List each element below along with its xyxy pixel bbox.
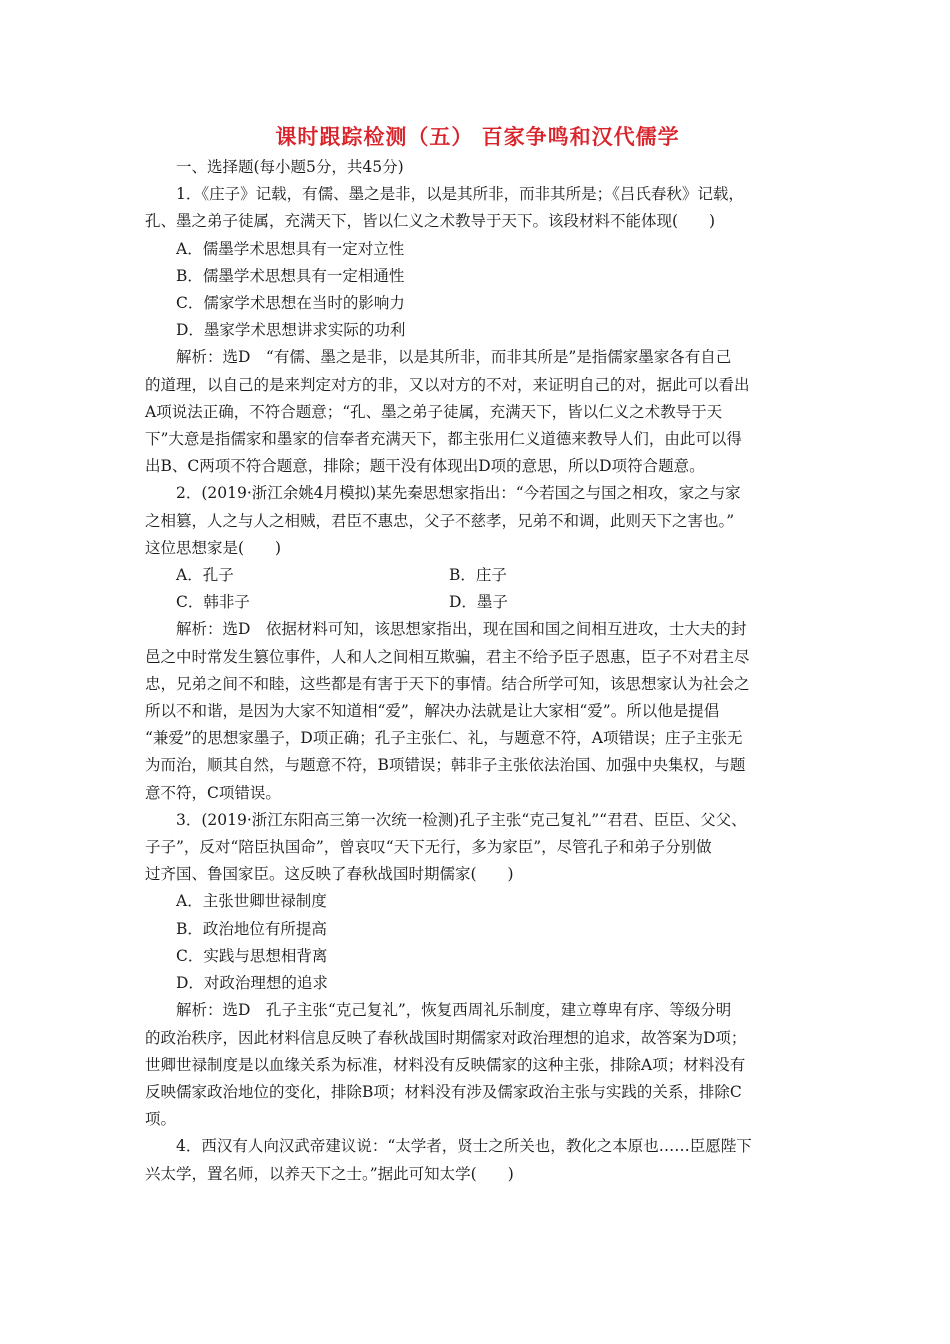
- question-stem-line: 之相篡，人之与人之相贼，君臣不惠忠，父子不慈孝，兄弟不和调，此则天下之害也。”: [145, 511, 735, 530]
- question-stem-line: 1．《庄子》记载，有儒、墨之是非，以是其所非，而非其所是；《吕氏春秋》记载，: [176, 185, 744, 204]
- option-b: B．政治地位有所提高: [176, 919, 327, 938]
- analysis-line: 邑之中时常发生篡位事件，人和人之间相互欺骗，君主不给予臣子恩惠，臣子不对君主尽: [145, 647, 750, 666]
- question-stem-line: 子子”，反对“陪臣执国命”，曾哀叹“天下无行，多为家臣”，尽管孔子和弟子分别做: [145, 838, 712, 857]
- question-4: [145, 1133, 810, 1187]
- question-stem-line: 过齐国、鲁国家臣。这反映了春秋战国时期儒家( ): [145, 865, 514, 884]
- option-c: C．儒家学术思想在当时的影响力: [176, 294, 405, 313]
- question-stem-line: 2．(2019·浙江余姚4月模拟)某先秦思想家指出：“今若国之与国之相攻，家之与家: [176, 484, 741, 503]
- question-stem-line: 3．(2019·浙江东阳高三第一次统一检测)孔子主张“克己复礼”“君君、臣臣、父父、: [176, 810, 747, 829]
- analysis-line: 的政治秩序，因此材料信息反映了春秋战国时期儒家对政治理想的追求，故答案为D项；: [145, 1028, 747, 1047]
- analysis-line: 项。: [145, 1110, 177, 1129]
- analysis-line: “兼爱”的思想家墨子，D项正确；孔子主张仁、礼，与题意不符，A项错误；庄子主张无: [145, 729, 743, 748]
- option-c: C．实践与思想相背离: [176, 946, 328, 965]
- analysis-line: 为而治，顺其自然，与题意不符，B项错误；韩非子主张依法治国、加强中央集权，与题: [145, 756, 746, 775]
- document-page: [145, 122, 810, 1188]
- option-c: C．韩非子: [176, 593, 250, 612]
- analysis-line: 反映儒家政治地位的变化，排除B项；材料没有涉及儒家政治主张与实践的关系，排除C: [145, 1082, 742, 1101]
- option-row: [145, 589, 810, 616]
- question-stem-line: 这位思想家是( ): [145, 538, 282, 557]
- question-3: [145, 807, 810, 1133]
- analysis-line: 出B、C两项不符合题意，排除；题干没有体现出D项的意思，所以D项符合题意。: [145, 457, 705, 476]
- section-heading: 一、选择题(每小题5分，共45分): [176, 158, 404, 176]
- question-stem-line: 兴太学，置名师，以养天下之士。”据此可知太学( ): [145, 1164, 514, 1183]
- option-a: A．孔子: [176, 566, 234, 585]
- option-a: A．主张世卿世禄制度: [176, 892, 327, 911]
- analysis-line: 世卿世禄制度是以血缘关系为标准，材料没有反映儒家的这种主张，排除A项；材料没有: [145, 1055, 746, 1074]
- analysis-line: 解析：选D 孔子主张“克己复礼”，恢复西周礼乐制度，建立尊卑有序、等级分明: [176, 1001, 732, 1020]
- analysis-line: 的道理，以自己的是来判定对方的非，又以对方的不对，来证明自己的对，据此可以看出: [145, 375, 750, 394]
- analysis-line: 忠，兄弟之间不和睦，这些都是有害于天下的事情。结合所学可知，该思想家认为社会之: [145, 674, 750, 693]
- page-title: 课时跟踪检测（五） 百家争鸣和汉代儒学: [275, 124, 680, 149]
- option-d: D．墨子: [449, 593, 508, 612]
- option-b: B．庄子: [449, 566, 507, 585]
- option-b: B．儒墨学术思想具有一定相通性: [176, 266, 405, 285]
- analysis-line: 解析：选D “有儒、墨之是非，以是其所非，而非其所是”是指儒家墨家各有自己: [176, 348, 732, 367]
- question-stem-line: 4．西汉有人向汉武帝建议说：“太学者，贤士之所关也，教化之本原也……臣愿陛下: [176, 1137, 752, 1156]
- option-d: D．对政治理想的追求: [176, 974, 328, 993]
- analysis-line: 解析：选D 依据材料可知，该思想家指出，现在国和国之间相互进攻，士大夫的封: [176, 620, 747, 639]
- option-a: A．儒墨学术思想具有一定对立性: [176, 239, 405, 258]
- analysis-line: 意不符，C项错误。: [145, 783, 281, 802]
- analysis-line: 下”大意是指儒家和墨家的信奉者充满天下，都主张用仁义道德来教导人们，由此可以得: [145, 430, 742, 449]
- question-1: [145, 181, 810, 480]
- question-stem-line: 孔、墨之弟子徒属，充满天下，皆以仁义之术教导于天下。该段材料不能体现( ): [145, 212, 716, 231]
- question-2: [145, 480, 810, 806]
- option-row: [145, 562, 810, 589]
- analysis-line: 所以不和谐，是因为大家不知道相“爱”，解决办法就是让大家相“爱”。所以他是提倡: [145, 702, 720, 721]
- option-d: D．墨家学术思想讲求实际的功利: [176, 321, 406, 340]
- analysis-line: A项说法正确，不符合题意；“孔、墨之弟子徒属，充满天下，皆以仁义之术教导于天: [145, 402, 723, 421]
